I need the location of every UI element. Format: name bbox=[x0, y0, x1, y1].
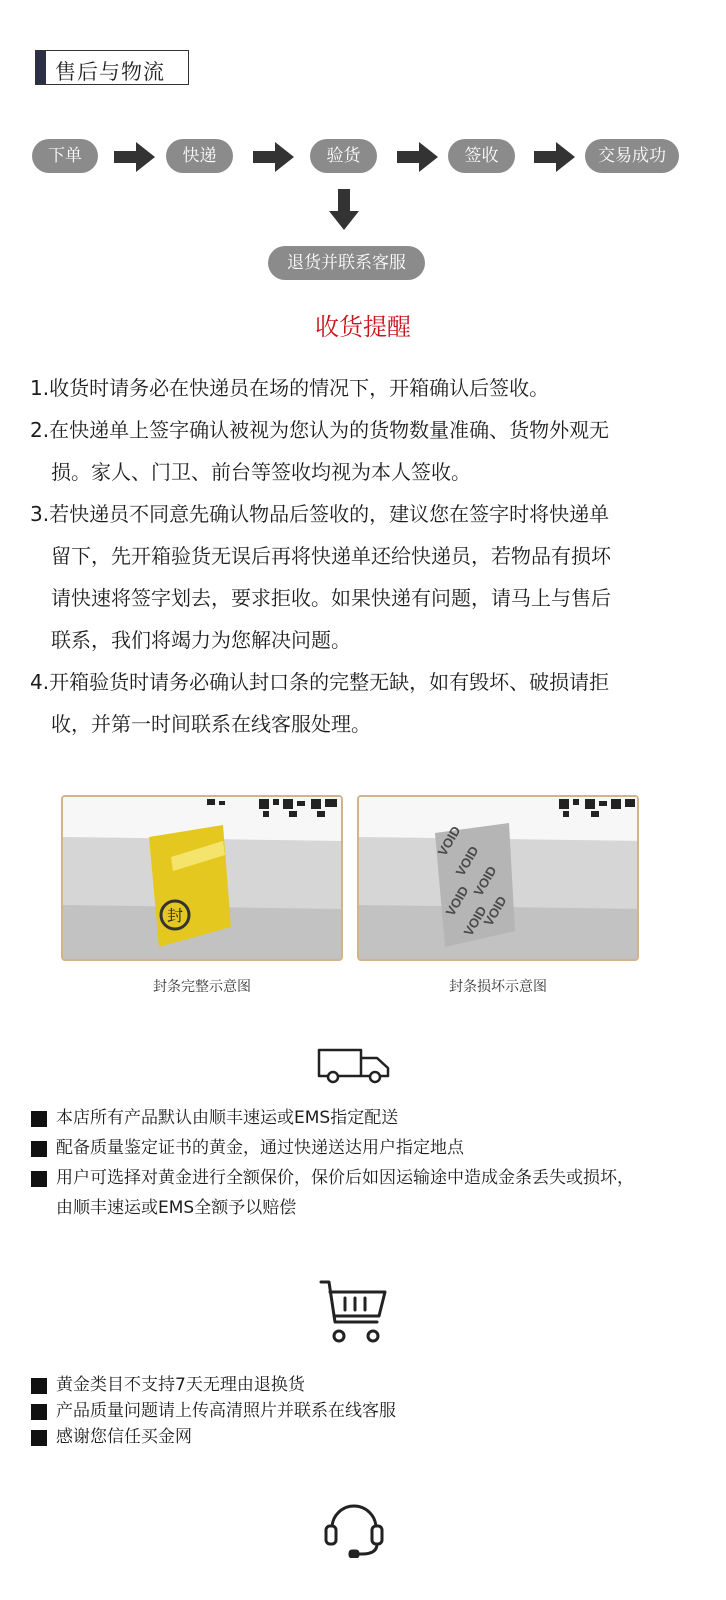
seal-damaged-caption: 封条损坏示意图 bbox=[449, 979, 547, 995]
shipping-item-3-cont: 由顺丰速运或EMS全额予以赔偿 bbox=[56, 1198, 297, 1218]
arrow-right-icon bbox=[114, 142, 156, 172]
seal-intact-caption: 封条完整示意图 bbox=[153, 979, 251, 995]
notice-item-3-line-1: 3.若快递员不同意先确认物品后签收的，建议您在签字时将快递单 bbox=[30, 502, 610, 526]
returns-item-1: 黄金类目不支持7天无理由退换货 bbox=[56, 1375, 305, 1395]
returns-item-3: 感谢您信任买金网 bbox=[56, 1427, 192, 1447]
bullet-square bbox=[31, 1111, 47, 1127]
svg-text:VOID: VOID bbox=[460, 903, 490, 939]
bullet-square bbox=[31, 1141, 47, 1157]
flow-step-order: 下单 bbox=[32, 139, 98, 173]
svg-text:VOID: VOID bbox=[434, 823, 464, 859]
shipping-item-1: 本店所有产品默认由顺丰速运或EMS指定配送 bbox=[56, 1108, 399, 1128]
notice-item-4-line-2: 收，并第一时间联系在线客服处理。 bbox=[51, 712, 371, 736]
flow-step-express: 快递 bbox=[166, 139, 233, 173]
returns-item-2: 产品质量问题请上传高清照片并联系在线客服 bbox=[56, 1401, 396, 1421]
arrow-right-icon bbox=[397, 142, 439, 172]
shipping-item-2: 配备质量鉴定证书的黄金，通过快递送达用户指定地点 bbox=[56, 1138, 464, 1158]
section-header bbox=[35, 50, 189, 85]
flow-step-return: 退货并联系客服 bbox=[268, 246, 425, 280]
notice-item-4-line-1: 4.开箱验货时请务必确认封口条的完整无缺，如有毁坏、破损请拒 bbox=[30, 670, 610, 694]
notice-item-3-line-4: 联系，我们将竭力为您解决问题。 bbox=[51, 628, 351, 652]
svg-text:VOID: VOID bbox=[480, 893, 510, 929]
notice-item-1-line-1: 1.收货时请务必在快递员在场的情况下，开箱确认后签收。 bbox=[30, 376, 550, 400]
flow-step-inspect: 验货 bbox=[310, 139, 377, 173]
bullet-square bbox=[31, 1404, 47, 1420]
seal-damaged-image bbox=[357, 795, 639, 961]
bullet-square bbox=[31, 1430, 47, 1446]
notice-item-3-line-2: 留下，先开箱验货无误后再将快递单还给快递员，若物品有损坏 bbox=[51, 544, 611, 568]
bullet-square bbox=[31, 1171, 47, 1187]
svg-text:封: 封 bbox=[167, 908, 184, 925]
seal-intact-image bbox=[61, 795, 343, 961]
notice-item-3-line-3: 请快速将签字划去，要求拒收。如果快递有问题，请马上与售后 bbox=[51, 586, 611, 610]
arrow-down-icon bbox=[329, 189, 359, 231]
arrow-right-icon bbox=[534, 142, 576, 172]
notice-item-2-line-1: 2.在快递单上签字确认被视为您认为的货物数量准确、货物外观无 bbox=[30, 418, 610, 442]
flow-step-sign: 签收 bbox=[448, 139, 515, 173]
shipping-item-3: 用户可选择对黄金进行全额保价，保价后如因运输途中造成金条丢失或损坏， bbox=[56, 1168, 634, 1188]
bullet-square bbox=[31, 1378, 47, 1394]
section-header-title: 售后与物流 bbox=[55, 60, 165, 84]
notice-title: 收货提醒 bbox=[315, 313, 411, 341]
arrow-right-icon bbox=[253, 142, 295, 172]
header-accent-bar bbox=[36, 51, 46, 84]
truck-icon bbox=[317, 1046, 391, 1084]
shopping-cart-icon bbox=[317, 1278, 389, 1348]
notice-item-2-line-2: 损。家人、门卫、前台等签收均视为本人签收。 bbox=[51, 460, 471, 484]
svg-text:VOID: VOID bbox=[452, 843, 482, 879]
svg-text:VOID: VOID bbox=[470, 863, 500, 899]
headset-icon bbox=[322, 1494, 386, 1558]
svg-text:VOID: VOID bbox=[442, 883, 472, 919]
flow-step-success: 交易成功 bbox=[585, 139, 679, 173]
